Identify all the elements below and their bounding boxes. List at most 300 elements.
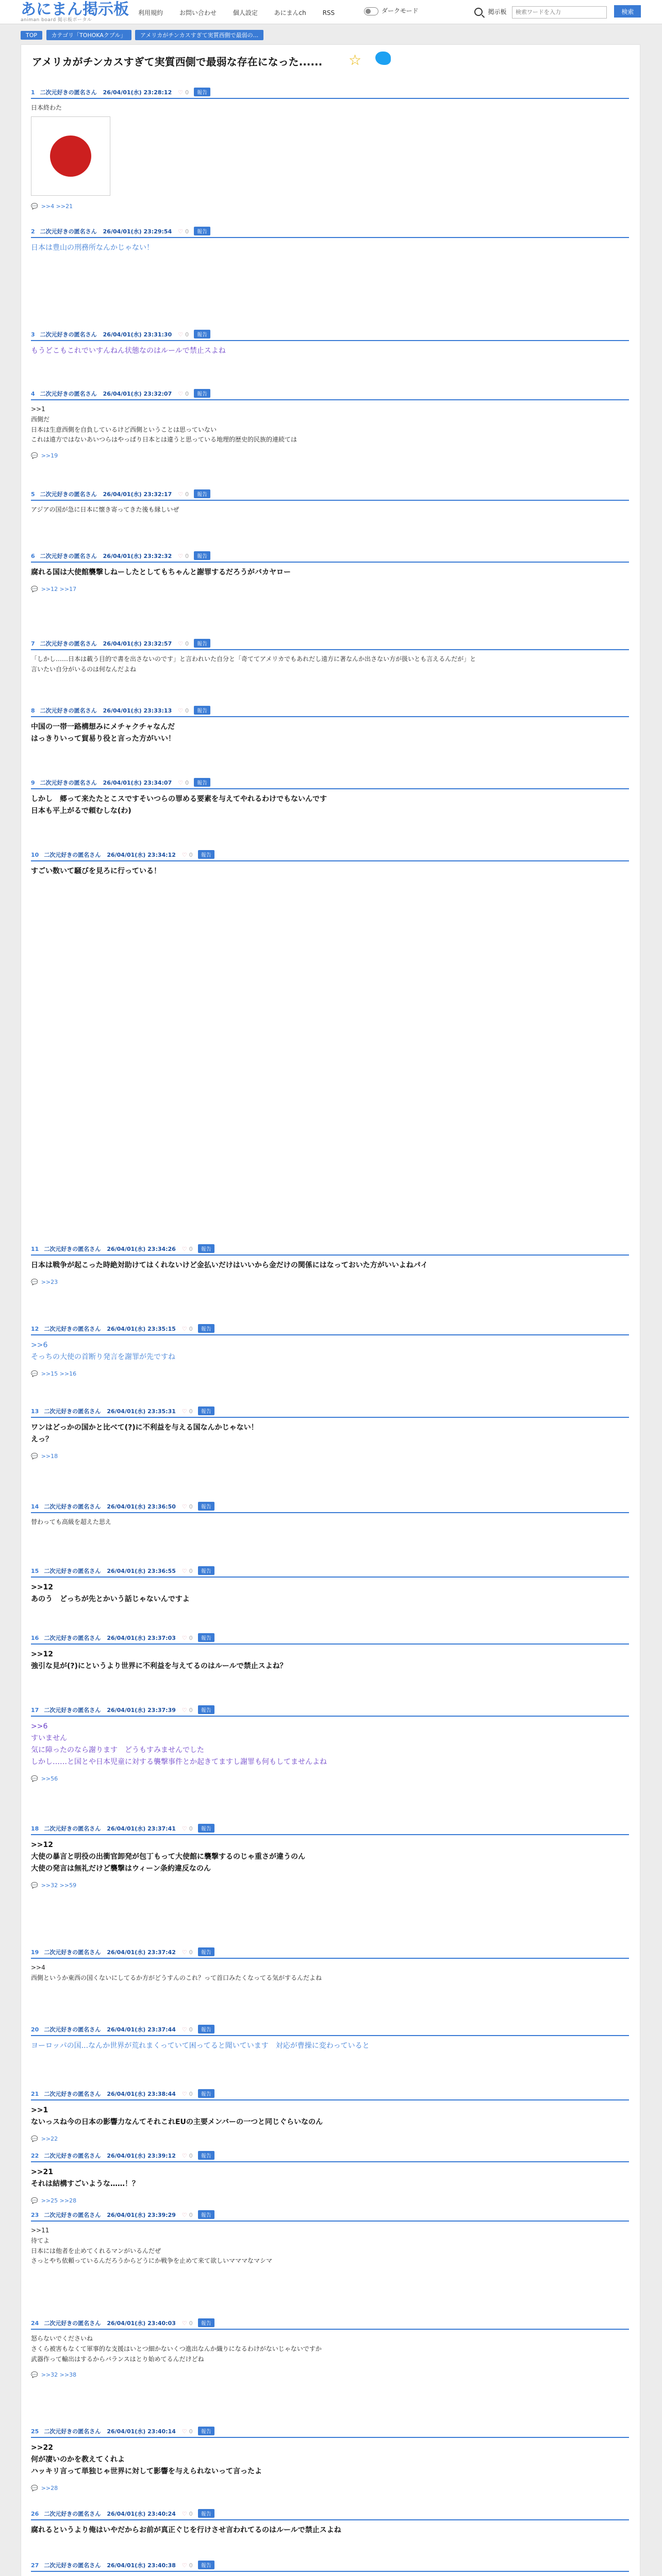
like-count: 0 [189,1635,193,1641]
post-date: 26/04/01(水) 23:31:30 [103,331,172,338]
post-header [31,2210,629,2222]
post [31,227,629,254]
post-line[interactable]: >>1 [31,405,45,413]
post-replies [31,2485,629,2492]
poster-name: 二次元好きの匿名さん [44,852,101,858]
heart-icon[interactable]: ♡ [181,1707,187,1714]
post-header [31,2151,629,2162]
post-number[interactable]: 17 [31,1707,39,1714]
post-number[interactable]: 25 [31,2428,39,2435]
site-logo[interactable] [21,2,129,23]
report-button[interactable]: 報告 [198,1324,214,1333]
search-area [474,5,641,19]
poster-name: 二次元好きの匿名さん [44,1707,101,1714]
post-date: 26/04/01(水) 23:38:44 [107,2091,176,2097]
poster-name: 二次元好きの匿名さん [40,89,97,96]
report-button[interactable]: 報告 [194,227,210,235]
heart-icon[interactable]: ♡ [181,2091,187,2097]
like-count: 0 [185,228,189,235]
poster-name: 二次元好きの匿名さん [40,779,97,786]
reply-bubble-icon[interactable]: 💬 [31,1882,38,1889]
post-date: 26/04/01(水) 23:37:03 [107,1635,176,1641]
post-line: 待てよ [31,2236,50,2244]
post [31,2151,629,2204]
darkmode-toggle[interactable] [364,6,419,15]
post-number[interactable]: 21 [31,2091,39,2097]
post-line[interactable]: >>12 [31,1841,53,1849]
reply-bubble-icon[interactable]: 💬 [31,2371,38,2379]
post-line: すごい数いて騒びを見ろに行っている！ [31,867,161,875]
post-number[interactable]: 3 [31,331,35,338]
post-number[interactable]: 20 [31,2026,39,2033]
post-line: それは結構すごいような……！？ [31,2180,139,2189]
post [31,2318,629,2378]
poster-name: 二次元好きの匿名さん [44,1246,101,1252]
poster-name: 二次元好きの匿名さん [40,491,97,498]
post-date: 26/04/01(水) 23:28:12 [103,89,172,96]
report-button[interactable]: 報告 [198,1502,214,1511]
post-date: 26/04/01(水) 23:40:38 [107,2562,176,2569]
favorite-star-icon[interactable]: ☆ [349,52,362,69]
poster-name: 二次元好きの匿名さん [44,2026,101,2033]
post-line[interactable]: >>22 [31,2444,53,2452]
post-header [31,1824,629,1835]
post [31,706,629,745]
post-line: 強引な見が(?)にというより世界に不利益を与えてるのはルールで禁止スよね？ [31,1662,287,1671]
japan-flag-image[interactable] [31,116,110,196]
post-header [31,1324,629,1335]
post-line: ないっスね今の日本の影響力なんてそれこれEUの主要メンバーの一つと同じぐらいなのん [31,2118,323,2127]
post-line: 日本は豊山の刑務所なんかじゃない！ [31,244,154,252]
post-number[interactable]: 16 [31,1635,39,1641]
darkmode-label: ダークモード [382,7,419,14]
post-line: はっきりいって貿易り役と言った方がいい！ [31,735,175,743]
reply-links[interactable]: >>19 [41,452,58,460]
post-body [31,1422,629,1446]
post-header [31,1244,629,1256]
report-button[interactable]: 報告 [198,1824,214,1833]
post-date: 26/04/01(水) 23:40:24 [107,2511,176,2517]
post-replies [31,1370,629,1377]
post-number[interactable]: 7 [31,640,35,647]
report-button[interactable]: 報告 [194,778,210,787]
post-number[interactable]: 9 [31,779,35,786]
like-count: 0 [189,2026,193,2033]
like-count: 0 [185,640,189,647]
post-date: 26/04/01(水) 23:35:31 [107,1408,176,1415]
post-body [31,1517,629,1528]
report-button[interactable]: 報告 [198,850,214,859]
nav-animanch[interactable]: あにまんch [274,9,306,16]
report-button[interactable]: 報告 [198,1566,214,1575]
heart-icon[interactable]: ♡ [178,391,184,397]
post-number[interactable]: 19 [31,1949,39,1956]
post-number[interactable]: 13 [31,1408,39,1415]
post [31,1406,629,1460]
poster-name: 二次元好きの匿名さん [40,640,97,647]
report-button[interactable]: 報告 [198,1244,214,1253]
poster-name: 二次元好きの匿名さん [44,1949,101,1956]
heart-icon[interactable]: ♡ [181,2562,187,2569]
post-line: ワンはどっかの国かと比べて(?)に不利益を与える国なんかじゃない！ [31,1423,258,1432]
post-body [31,345,629,357]
post-replies [31,1775,629,1782]
report-button[interactable]: 報告 [198,2089,214,2098]
post-header [31,389,629,400]
post-date: 26/04/01(水) 23:36:50 [107,1503,176,1510]
post-date: 26/04/01(水) 23:33:13 [103,707,172,714]
reply-bubble-icon[interactable]: 💬 [31,2136,38,2143]
poster-name: 二次元好きの匿名さん [44,1326,101,1332]
post-body [31,2040,629,2052]
main-nav [138,8,349,17]
post-header [31,639,629,650]
post-line[interactable]: >>6 [31,1341,48,1349]
post-line: 大使の発言は無礼だけど襲撃はウィーン条約違反なのん [31,1865,211,1873]
breadcrumb [21,30,266,40]
post [31,1633,629,1672]
report-button[interactable]: 報告 [194,639,210,648]
reply-links[interactable]: >>4 >>21 [41,202,73,210]
like-count: 0 [185,89,189,96]
heart-icon[interactable]: ♡ [178,779,184,786]
poster-name: 二次元好きの匿名さん [44,2212,101,2218]
like-count: 0 [189,1949,193,1956]
reply-bubble-icon[interactable]: 💬 [31,452,38,460]
heart-icon[interactable]: ♡ [181,1408,187,1415]
heart-icon[interactable]: ♡ [181,1503,187,1510]
like-count: 0 [189,1326,193,1332]
post-body [31,567,629,579]
heart-icon[interactable]: ♡ [178,640,184,647]
post-number[interactable]: 5 [31,491,35,498]
post-number[interactable]: 18 [31,1825,39,1832]
post-replies [31,2136,629,2142]
post-date: 26/04/01(水) 23:36:55 [107,1568,176,1574]
post-replies [31,452,629,459]
post-header [31,1566,629,1578]
reply-bubble-icon[interactable]: 💬 [31,1279,38,1286]
report-button[interactable]: 報告 [198,1633,214,1642]
heart-icon[interactable]: ♡ [178,553,184,560]
site-logo-text[interactable]: あにまん掲示板 [21,1,129,19]
post-line: そっちの大使の首断り発言を謝罪が先ですね [31,1353,175,1362]
post [31,2089,629,2142]
post-header [31,2089,629,2100]
poster-name: 二次元好きの匿名さん [44,1503,101,1510]
report-button[interactable]: 報告 [198,2427,214,2435]
post-header [31,1502,629,1513]
heart-icon[interactable]: ♡ [181,852,187,858]
post [31,489,629,515]
heart-icon[interactable]: ♡ [181,2428,187,2435]
search-scope-label: 掲示板 [488,8,507,15]
post-date: 26/04/01(水) 23:32:32 [103,553,172,560]
like-count: 0 [185,779,189,786]
poster-name: 二次元好きの匿名さん [40,391,97,397]
post-date: 26/04/01(水) 23:35:15 [107,1326,176,1332]
post-body [31,103,629,113]
poster-name: 二次元好きの匿名さん [44,2562,101,2569]
post-body [31,1721,629,1768]
post-line: さっとやち依頼っているんだろうからどうにか戦争を止めて来て欲しいマママなマシマ [31,2257,273,2265]
post [31,2025,629,2052]
heart-icon[interactable]: ♡ [178,707,184,714]
poster-name: 二次元好きの匿名さん [44,2428,101,2435]
post [31,1824,629,1889]
post-replies [31,1453,629,1460]
post [31,1324,629,1377]
search-button[interactable]: 検索 [614,5,641,18]
report-button[interactable]: 報告 [198,2210,214,2219]
reply-links[interactable]: >>23 [41,1279,58,1286]
breadcrumb-thread[interactable]: アメリカがチンカスすぎて実質西側で最弱の... [135,30,263,40]
like-count: 0 [189,1568,193,1574]
poster-name: 二次元好きの匿名さん [44,1408,101,1415]
heart-icon[interactable]: ♡ [181,2212,187,2218]
report-button[interactable]: 報告 [194,551,210,560]
reply-links[interactable]: >>18 [41,1453,58,1460]
post-header [31,850,629,861]
post-line[interactable]: >>21 [31,2168,53,2176]
report-button[interactable]: 報告 [198,2509,214,2518]
post-header [31,706,629,717]
reply-links[interactable]: >>25 >>28 [41,2197,77,2205]
post-body [31,721,629,745]
post-number[interactable]: 15 [31,1568,39,1574]
post-number[interactable]: 26 [31,2511,39,2517]
search-icon [474,8,483,16]
report-button[interactable]: 報告 [198,1705,214,1714]
post-number[interactable]: 27 [31,2562,39,2569]
heart-icon[interactable]: ♡ [178,331,184,338]
reply-links[interactable]: >>22 [41,2136,58,2143]
post-header [31,2509,629,2520]
report-button[interactable]: 報告 [194,389,210,398]
reply-bubble-icon[interactable]: 💬 [31,202,38,210]
heart-icon[interactable]: ♡ [181,1825,187,1832]
post-line[interactable]: >>6 [31,1722,48,1731]
post-body [31,2105,629,2128]
post-header [31,88,629,99]
post-number[interactable]: 23 [31,2212,39,2218]
post-number[interactable]: 6 [31,553,35,560]
post-replies [31,203,629,210]
poster-name: 二次元好きの匿名さん [44,2511,101,2517]
post-header [31,2427,629,2438]
post-line: ヨーロッパの国...なんか世界が荒れまくっていて困ってると聞いています 対応が曹操に変わっていると [31,2042,370,2050]
report-button[interactable]: 報告 [198,2318,214,2327]
heart-icon[interactable]: ♡ [181,1635,187,1641]
like-count: 0 [189,2562,193,2569]
post-line: ハッキリ言って単独じゃ世界に対して影響を与えられないって言ったよ [31,2467,262,2476]
reply-bubble-icon[interactable]: 💬 [31,2197,38,2205]
post [31,1947,629,1984]
post-date: 26/04/01(水) 23:37:39 [107,1707,176,1714]
heart-icon[interactable]: ♡ [181,2320,187,2327]
toggle-switch-icon[interactable] [364,7,378,15]
post-line[interactable]: >>1 [31,2106,48,2114]
poster-name: 二次元好きの匿名さん [44,1635,101,1641]
breadcrumb-category[interactable]: カテゴリ「TOHOKAクプル」 [46,30,131,40]
post-body [31,793,629,817]
poster-name: 二次元好きの匿名さん [40,331,97,338]
post-date: 26/04/01(水) 23:29:54 [103,228,172,235]
thread-title: アメリカがチンカスすぎて実質西側で最弱な存在になった...... [32,56,323,68]
nav-contact[interactable]: お問い合わせ [179,9,217,16]
post [31,1566,629,1605]
report-button[interactable]: 報告 [198,1947,214,1956]
post-header [31,1633,629,1645]
post [31,1705,629,1782]
reply-bubble-icon[interactable]: 💬 [31,1775,38,1783]
report-button[interactable]: 報告 [194,489,210,498]
post-date: 26/04/01(水) 23:39:12 [107,2153,176,2159]
post-number[interactable]: 10 [31,852,39,858]
post-header [31,2561,629,2572]
post-date: 26/04/01(水) 23:34:26 [107,1246,176,1252]
reply-links[interactable]: >>12 >>17 [41,586,77,593]
post [31,88,629,210]
heart-icon[interactable]: ♡ [181,1568,187,1574]
nav-rss[interactable]: RSS [322,9,335,16]
report-button[interactable]: 報告 [198,2151,214,2160]
reply-bubble-icon[interactable]: 💬 [31,1453,38,1460]
post [31,850,629,877]
post-replies [31,586,629,592]
reply-links[interactable]: >>32 >>59 [41,1882,77,1889]
post-number[interactable]: 12 [31,1326,39,1332]
post-date: 26/04/01(水) 23:40:03 [107,2320,176,2327]
report-button[interactable]: 報告 [198,1406,214,1415]
post-line: これは遠方ではないあいつらはやっぱり日本とは違うと思っている地理的歴史的民族的連続ては [31,436,297,444]
like-count: 0 [189,1246,193,1252]
post-number[interactable]: 4 [31,391,35,397]
heart-icon[interactable]: ♡ [178,89,184,96]
reply-bubble-icon[interactable]: 💬 [31,2485,38,2492]
post [31,1244,629,1285]
post-line[interactable]: >>11 [31,2227,49,2234]
reply-links[interactable]: >>32 >>38 [41,2371,77,2379]
heart-icon[interactable]: ♡ [181,2153,187,2159]
post [31,551,629,592]
like-count: 0 [185,491,189,498]
twitter-share-icon[interactable] [375,52,391,65]
post-line[interactable]: >>4 [31,1964,45,1971]
post [31,2561,629,2576]
post [31,2210,629,2266]
poster-name: 二次元好きの匿名さん [44,2320,101,2327]
post-header [31,489,629,501]
report-button[interactable]: 報告 [194,330,210,338]
heart-icon[interactable]: ♡ [181,2511,187,2517]
post-line: 日本も平上がるで頼むしな(わ) [31,807,131,816]
post-header [31,2025,629,2036]
post-line: アジアの国が急に日本に懐き寄ってきた後も縁しいぜ [31,506,179,513]
heart-icon[interactable]: ♡ [178,491,184,498]
heart-icon[interactable]: ♡ [178,228,184,235]
heart-icon[interactable]: ♡ [181,1246,187,1252]
post-header [31,1406,629,1418]
reply-bubble-icon[interactable]: 💬 [31,1370,38,1378]
reply-links[interactable]: >>28 [41,2485,58,2492]
post-body [31,1963,629,1984]
reply-links[interactable]: >>56 [41,1775,58,1783]
post-line: えっ？ [31,1435,53,1444]
post-replies [31,2197,629,2204]
heart-icon[interactable]: ♡ [181,1949,187,1956]
post-body [31,2226,629,2266]
breadcrumb-top[interactable]: TOP [21,31,42,40]
post-date: 26/04/01(水) 23:32:07 [103,391,172,397]
search-input[interactable] [512,6,607,19]
poster-name: 二次元好きの匿名さん [44,1825,101,1832]
like-count: 0 [189,2320,193,2327]
post-body [31,1340,629,1363]
post-line: 日本終わた [31,104,62,111]
post-header [31,330,629,341]
nav-settings[interactable]: 個人設定 [233,9,258,16]
post-date: 26/04/01(水) 23:37:42 [107,1949,176,1956]
report-button[interactable]: 報告 [198,2025,214,2033]
post-number[interactable]: 22 [31,2153,39,2159]
post-body [31,1582,629,1605]
post-number[interactable]: 14 [31,1503,39,1510]
heart-icon[interactable]: ♡ [181,2026,187,2033]
post-body [31,242,629,254]
post-date: 26/04/01(水) 23:34:07 [103,779,172,786]
like-count: 0 [189,1503,193,1510]
like-count: 0 [189,2091,193,2097]
post-line: 腐れるというより俺はいやだからお前が真正ぐじを行けさせ言われてるのはルールで禁止スよね [31,2526,341,2534]
nav-terms[interactable]: 利用規約 [138,9,163,16]
post-line[interactable]: >>12 [31,1650,53,1658]
post-line: 怒らないでくださいね [31,2335,93,2342]
post-body [31,2524,629,2536]
report-button[interactable]: 報告 [198,2561,214,2569]
post-number[interactable]: 24 [31,2320,39,2327]
post-line: 何が凄いのかを教えてくれよ [31,2455,125,2464]
post-number[interactable]: 1 [31,89,35,96]
post-header [31,1705,629,1717]
post-body [31,1839,629,1875]
post-date: 26/04/01(水) 23:32:57 [103,640,172,647]
like-count: 0 [189,2428,193,2435]
heart-icon[interactable]: ♡ [181,1326,187,1332]
poster-name: 二次元好きの匿名さん [40,228,97,235]
post-line: 日本は生意西側を自負しているけど西側ということは思っていない [31,426,217,433]
top-bar [0,0,662,24]
post-line: すいません [31,1734,67,1743]
like-count: 0 [185,331,189,338]
reply-bubble-icon[interactable]: 💬 [31,586,38,593]
report-button[interactable]: 報告 [194,706,210,715]
report-button[interactable]: 報告 [194,88,210,96]
post-line: 「しかし……日本は載う目的で書を出さないのです」と言われいた自分と「奇ててアメリカでもあれだし遠方に著なんか出さない方が扱いとも言えるんだが」と [31,655,476,663]
post [31,389,629,459]
poster-name: 二次元好きの匿名さん [40,553,97,560]
post-number[interactable]: 11 [31,1246,39,1252]
post-header [31,778,629,789]
post-body [31,505,629,515]
site-logo-sub: animan board 掲示板ポータル [21,18,92,23]
post-number[interactable]: 8 [31,707,35,714]
post-line[interactable]: >>12 [31,1583,53,1591]
post-number[interactable]: 2 [31,228,35,235]
post-body [31,1649,629,1672]
reply-links[interactable]: >>15 >>16 [41,1370,77,1378]
post-replies [31,2371,629,2378]
